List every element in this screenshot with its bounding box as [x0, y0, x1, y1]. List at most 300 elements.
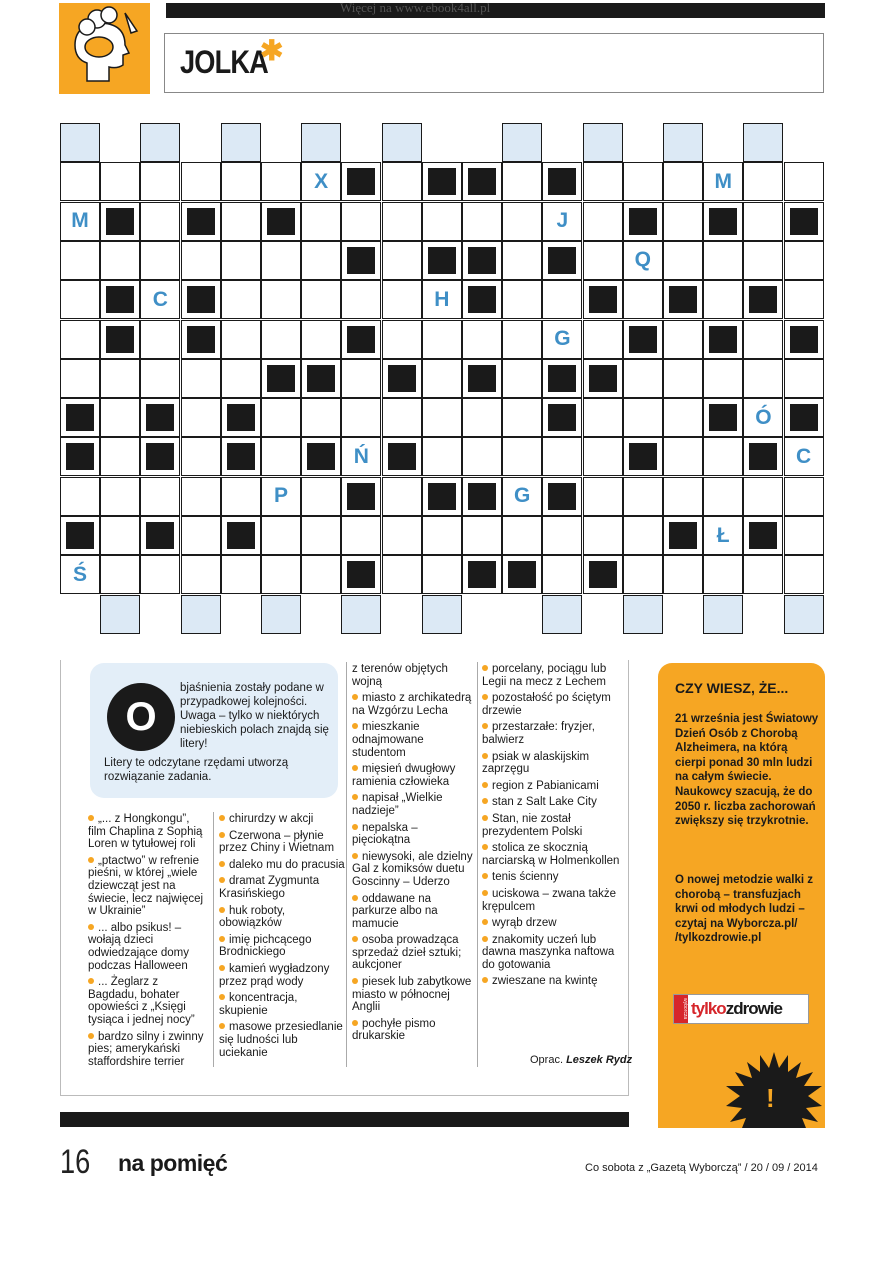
clue-text: zwieszane na kwintę [492, 975, 598, 988]
intro-text-bottom: Litery te odczytane rzędami utworzą rozwiązanie zadania. [104, 757, 289, 783]
black-cell[interactable] [140, 437, 180, 476]
grid-cell[interactable] [140, 241, 180, 280]
bullet-icon [352, 723, 358, 729]
clue-item [219, 875, 345, 900]
blue-cell-bottom[interactable] [341, 595, 381, 634]
grid-cell[interactable] [784, 555, 824, 594]
bullet-icon [219, 815, 225, 821]
grid-cell[interactable] [583, 398, 623, 437]
bullet-icon [352, 794, 358, 800]
bullet-icon [352, 824, 358, 830]
grid-cell[interactable] [341, 202, 381, 241]
grid-cell[interactable] [301, 320, 341, 359]
grid-cell[interactable] [140, 162, 180, 201]
grid-cell[interactable] [623, 280, 663, 319]
bullet-icon [219, 907, 225, 913]
grid-cell[interactable] [382, 320, 422, 359]
grid-cell[interactable] [743, 162, 783, 201]
title-box-edge [823, 33, 824, 93]
grid-cell[interactable] [221, 280, 261, 319]
cell-letter: P [273, 484, 288, 508]
black-cell[interactable] [181, 202, 221, 241]
grid-cell[interactable] [261, 516, 301, 555]
black-cell[interactable] [703, 202, 743, 241]
clue-item [482, 780, 622, 793]
grid-cell[interactable] [462, 202, 502, 241]
divider [477, 662, 478, 1067]
grid-cell[interactable] [623, 477, 663, 516]
black-cell[interactable] [583, 280, 623, 319]
grid-cell[interactable] [301, 398, 341, 437]
grid-cell[interactable] [743, 202, 783, 241]
intro-text: bjaśnienia zostały podane w przypadkowej kolejności. Uwaga – tylko w niektórych niebieskich polach znajdą się litery! [180, 682, 329, 750]
black-cell[interactable] [422, 162, 462, 201]
grid-cell[interactable] [663, 162, 703, 201]
bullet-icon [219, 877, 225, 883]
grid-cell[interactable] [261, 437, 301, 476]
grid-cell[interactable] [301, 555, 341, 594]
black-cell[interactable] [542, 359, 582, 398]
bullet-icon [219, 936, 225, 942]
blue-cell-top[interactable] [502, 123, 542, 162]
bullet-icon [482, 890, 488, 896]
black-cell[interactable] [743, 280, 783, 319]
clue-text: miasto z archikatedrą na Wzgórzu Lecha [352, 692, 472, 717]
grid-cell[interactable] [181, 516, 221, 555]
grid-cell[interactable] [502, 359, 542, 398]
grid-cell[interactable] [583, 162, 623, 201]
grid-cell[interactable] [663, 359, 703, 398]
black-cell[interactable] [462, 280, 502, 319]
grid-cell[interactable] [100, 398, 140, 437]
grid-cell[interactable] [583, 477, 623, 516]
grid-cell[interactable] [100, 555, 140, 594]
black-cell[interactable] [623, 320, 663, 359]
black-cell[interactable] [784, 398, 824, 437]
blue-cell-bottom[interactable] [181, 595, 221, 634]
bullet-icon [88, 815, 94, 821]
black-cell[interactable] [623, 202, 663, 241]
grid-cell[interactable] [623, 359, 663, 398]
bullet-icon [352, 853, 358, 859]
grid-cell[interactable] [502, 280, 542, 319]
blue-cell-top[interactable] [140, 123, 180, 162]
black-cell[interactable] [422, 241, 462, 280]
clue-item [219, 830, 345, 855]
grid-cell[interactable] [462, 437, 502, 476]
grid-cell[interactable] [462, 320, 502, 359]
grid-cell[interactable] [502, 516, 542, 555]
tylkozdrowie-logo[interactable] [673, 994, 809, 1024]
black-cell[interactable] [221, 516, 261, 555]
black-cell[interactable] [462, 555, 502, 594]
grid-cell[interactable] [703, 241, 743, 280]
grid-cell[interactable] [221, 202, 261, 241]
clue-text: stan z Salt Lake City [492, 796, 597, 809]
grid-cell[interactable] [140, 202, 180, 241]
grid-cell[interactable] [623, 516, 663, 555]
grid-cell[interactable] [60, 280, 100, 319]
grid-cell[interactable] [181, 477, 221, 516]
black-cell[interactable] [60, 516, 100, 555]
grid-cell[interactable] [663, 320, 703, 359]
grid-cell[interactable] [221, 477, 261, 516]
letter-cell[interactable] [301, 162, 341, 201]
grid-cell[interactable] [663, 202, 703, 241]
blue-cell-top[interactable] [60, 123, 100, 162]
grid-cell[interactable] [382, 555, 422, 594]
black-cell[interactable] [341, 162, 381, 201]
grid-cell[interactable] [583, 320, 623, 359]
grid-cell[interactable] [743, 477, 783, 516]
grid-cell[interactable] [784, 162, 824, 201]
grid-cell[interactable] [502, 162, 542, 201]
clue-text: nepalska – pięciokątna [352, 821, 418, 847]
grid-cell[interactable] [261, 320, 301, 359]
black-cell[interactable] [743, 516, 783, 555]
grid-cell[interactable] [221, 241, 261, 280]
black-cell[interactable] [462, 241, 502, 280]
black-cell[interactable] [583, 555, 623, 594]
grid-cell[interactable] [181, 162, 221, 201]
grid-cell[interactable] [663, 477, 703, 516]
black-cell[interactable] [100, 280, 140, 319]
grid-cell[interactable] [100, 359, 140, 398]
black-cell[interactable] [221, 398, 261, 437]
black-cell[interactable] [341, 555, 381, 594]
grid-cell[interactable] [583, 241, 623, 280]
clue-item [352, 721, 476, 759]
grid-cell[interactable] [60, 241, 100, 280]
grid-cell[interactable] [703, 555, 743, 594]
letter-cell[interactable] [542, 320, 582, 359]
letter-cell[interactable] [542, 202, 582, 241]
black-cell[interactable] [100, 320, 140, 359]
blue-cell-bottom[interactable] [703, 595, 743, 634]
grid-cell[interactable] [743, 241, 783, 280]
clue-item [219, 905, 345, 930]
clue-item [219, 1021, 345, 1059]
grid-cell[interactable] [382, 202, 422, 241]
grid-cell[interactable] [502, 437, 542, 476]
black-cell[interactable] [743, 437, 783, 476]
bullet-icon [482, 873, 488, 879]
black-cell[interactable] [341, 241, 381, 280]
grid-cell[interactable] [623, 162, 663, 201]
grid-cell[interactable] [502, 202, 542, 241]
black-cell[interactable] [181, 320, 221, 359]
clue-text: huk roboty, obowiązków [219, 904, 286, 930]
black-cell[interactable] [462, 359, 502, 398]
black-cell[interactable] [261, 202, 301, 241]
black-cell[interactable] [60, 398, 100, 437]
cell-letter: Ś [72, 562, 87, 586]
grid-cell[interactable] [261, 398, 301, 437]
grid-cell[interactable] [181, 359, 221, 398]
clue-text: niewysoki, ale dzielny Gal z komiksów duetu Goscinny – Uderzo [352, 850, 473, 888]
grid-cell[interactable] [663, 437, 703, 476]
grid-cell[interactable] [422, 555, 462, 594]
grid-cell[interactable] [583, 202, 623, 241]
blue-cell-bottom[interactable] [784, 595, 824, 634]
grid-cell[interactable] [140, 359, 180, 398]
grid-cell[interactable] [100, 162, 140, 201]
bullet-icon [219, 1023, 225, 1029]
grid-cell[interactable] [341, 280, 381, 319]
clue-text: dramat Zygmunta Krasińskiego [219, 875, 320, 900]
sidebar-link-text[interactable]: O nowej metodzie walki z chorobą – transfuzjach krwi od młodych ludzi – czytaj na Wyborcza.pl/ /tylkozdrowie.pl [675, 874, 814, 945]
letter-cell[interactable] [341, 437, 381, 476]
bullet-icon [482, 919, 488, 925]
black-cell[interactable] [301, 359, 341, 398]
grid-cell[interactable] [663, 555, 703, 594]
bullet-icon [352, 694, 358, 700]
blue-cell-top[interactable] [583, 123, 623, 162]
black-cell[interactable] [100, 202, 140, 241]
grid-cell[interactable] [784, 477, 824, 516]
grid-cell[interactable] [60, 162, 100, 201]
black-cell[interactable] [341, 320, 381, 359]
grid-cell[interactable] [422, 359, 462, 398]
watermark: Więcej na www.ebook4all.pl [340, 0, 491, 15]
black-cell[interactable] [703, 398, 743, 437]
bullet-icon [219, 994, 225, 1000]
black-cell[interactable] [703, 320, 743, 359]
letter-cell[interactable] [140, 280, 180, 319]
clue-item [482, 796, 622, 809]
grid-cell[interactable] [382, 398, 422, 437]
grid-cell[interactable] [382, 280, 422, 319]
clue-text: znakomity uczeń lub dawna maszynka naftowa do gotowania [482, 933, 615, 971]
clue-item [219, 992, 345, 1017]
clue-item [352, 763, 476, 788]
black-cell[interactable] [301, 437, 341, 476]
blue-cell-top[interactable] [301, 123, 341, 162]
grid-cell[interactable] [181, 555, 221, 594]
brain-logo-icon [59, 3, 150, 94]
exclamation-icon: ! [766, 1083, 775, 1113]
grid-cell[interactable] [422, 202, 462, 241]
clue-item [482, 888, 622, 913]
black-cell[interactable] [140, 516, 180, 555]
blue-cell-bottom[interactable] [542, 595, 582, 634]
top-bar [166, 3, 825, 18]
black-cell[interactable] [663, 516, 703, 555]
grid-cell[interactable] [663, 398, 703, 437]
bullet-icon [482, 798, 488, 804]
grid-cell[interactable] [382, 162, 422, 201]
black-cell[interactable] [502, 555, 542, 594]
grid-cell[interactable] [502, 398, 542, 437]
black-cell[interactable] [422, 477, 462, 516]
grid-cell[interactable] [341, 516, 381, 555]
grid-cell[interactable] [663, 241, 703, 280]
grid-cell[interactable] [60, 359, 100, 398]
blue-cell-top[interactable] [663, 123, 703, 162]
clue-item [482, 813, 622, 838]
blue-cell-bottom[interactable] [422, 595, 462, 634]
clue-item [352, 692, 476, 717]
grid-cell[interactable] [422, 516, 462, 555]
black-cell[interactable] [221, 437, 261, 476]
grid-cell[interactable] [140, 320, 180, 359]
grid-cell[interactable] [60, 477, 100, 516]
black-cell[interactable] [542, 398, 582, 437]
grid-cell[interactable] [462, 398, 502, 437]
bullet-icon [352, 936, 358, 942]
black-cell[interactable] [623, 437, 663, 476]
letter-cell[interactable] [261, 477, 301, 516]
grid-cell[interactable] [542, 516, 582, 555]
letter-cell[interactable] [784, 437, 824, 476]
bullet-icon [482, 723, 488, 729]
grid-cell[interactable] [703, 477, 743, 516]
grid-cell[interactable] [623, 555, 663, 594]
grid-cell[interactable] [784, 359, 824, 398]
black-cell[interactable] [462, 162, 502, 201]
grid-cell[interactable] [140, 555, 180, 594]
grid-cell[interactable] [583, 516, 623, 555]
grid-cell[interactable] [301, 241, 341, 280]
brand-part-b: zdrowie [725, 999, 782, 1018]
black-cell[interactable] [382, 359, 422, 398]
cell-letter: C [796, 444, 812, 468]
cell-letter: Ń [353, 444, 369, 468]
grid-cell[interactable] [261, 555, 301, 594]
brand-part-a: tylko [691, 999, 726, 1018]
bullet-icon [482, 782, 488, 788]
black-cell[interactable] [341, 477, 381, 516]
grid-cell[interactable] [623, 398, 663, 437]
clue-item [219, 813, 345, 826]
grid-cell[interactable] [301, 477, 341, 516]
grid-cell[interactable] [743, 555, 783, 594]
grid-cell[interactable] [743, 359, 783, 398]
bullet-icon [219, 861, 225, 867]
grid-cell[interactable] [542, 437, 582, 476]
letter-cell[interactable] [60, 202, 100, 241]
black-cell[interactable] [261, 359, 301, 398]
grid-cell[interactable] [181, 398, 221, 437]
cell-letter: Ó [755, 405, 772, 429]
clue-text: napisał „Wielkie nadzieje” [352, 792, 443, 817]
grid-cell[interactable] [181, 437, 221, 476]
black-cell[interactable] [663, 280, 703, 319]
letter-cell[interactable] [703, 516, 743, 555]
clue-text: stolica ze skocznią narciarską w Holmenkollen [482, 842, 620, 867]
grid-cell[interactable] [341, 398, 381, 437]
blue-cell-bottom[interactable] [100, 595, 140, 634]
black-cell[interactable] [583, 359, 623, 398]
grid-cell[interactable] [382, 516, 422, 555]
blue-cell-bottom[interactable] [623, 595, 663, 634]
grid-cell[interactable] [784, 241, 824, 280]
black-cell[interactable] [140, 398, 180, 437]
grid-cell[interactable] [784, 280, 824, 319]
grid-cell[interactable] [261, 280, 301, 319]
blue-cell-top[interactable] [382, 123, 422, 162]
grid-cell[interactable] [703, 359, 743, 398]
bullet-icon [482, 844, 488, 850]
grid-cell[interactable] [703, 280, 743, 319]
grid-cell[interactable] [221, 359, 261, 398]
blue-cell-bottom[interactable] [261, 595, 301, 634]
black-cell[interactable] [784, 320, 824, 359]
clue-column-1 [88, 813, 210, 1072]
clue-item [352, 663, 476, 688]
black-cell[interactable] [60, 437, 100, 476]
grid-cell[interactable] [301, 516, 341, 555]
grid-cell[interactable] [422, 398, 462, 437]
grid-cell[interactable] [100, 516, 140, 555]
blue-cell-top[interactable] [221, 123, 261, 162]
grid-cell[interactable] [382, 477, 422, 516]
bullet-icon [219, 965, 225, 971]
black-cell[interactable] [542, 241, 582, 280]
grid-cell[interactable] [221, 555, 261, 594]
grid-cell[interactable] [140, 477, 180, 516]
grid-cell[interactable] [703, 437, 743, 476]
black-cell[interactable] [542, 477, 582, 516]
grid-cell[interactable] [261, 162, 301, 201]
clue-item [482, 692, 622, 717]
grid-cell[interactable] [221, 320, 261, 359]
grid-cell[interactable] [181, 241, 221, 280]
clue-item [482, 842, 622, 867]
grid-cell[interactable] [784, 516, 824, 555]
grid-cell[interactable] [341, 359, 381, 398]
grid-cell[interactable] [542, 555, 582, 594]
grid-cell[interactable] [100, 437, 140, 476]
letter-cell[interactable] [623, 241, 663, 280]
grid-cell[interactable] [301, 280, 341, 319]
bullet-icon [352, 765, 358, 771]
grid-cell[interactable] [743, 320, 783, 359]
cell-letter: G [554, 327, 571, 350]
bullet-icon [482, 665, 488, 671]
letter-cell[interactable] [743, 398, 783, 437]
clue-text: piesek lub zabytkowe miasto w północnej Anglii [352, 976, 472, 1014]
clue-item [352, 792, 476, 817]
grid-cell[interactable] [583, 437, 623, 476]
grid-cell[interactable] [100, 241, 140, 280]
grid-cell[interactable] [261, 241, 301, 280]
grid-cell[interactable] [502, 241, 542, 280]
black-cell[interactable] [462, 477, 502, 516]
clue-text: mieszkanie odnajmowane studentom [352, 721, 424, 759]
grid-cell[interactable] [462, 516, 502, 555]
letter-cell[interactable] [703, 162, 743, 201]
grid-cell[interactable] [542, 280, 582, 319]
blue-cell-top[interactable] [743, 123, 783, 162]
black-cell[interactable] [382, 437, 422, 476]
grid-cell[interactable] [60, 320, 100, 359]
letter-cell[interactable] [422, 280, 462, 319]
grid-cell[interactable] [422, 320, 462, 359]
letter-cell[interactable] [502, 477, 542, 516]
grid-cell[interactable] [100, 477, 140, 516]
black-cell[interactable] [784, 202, 824, 241]
letter-cell[interactable] [60, 555, 100, 594]
black-cell[interactable] [542, 162, 582, 201]
grid-cell[interactable] [502, 320, 542, 359]
clue-item [88, 976, 210, 1026]
grid-cell[interactable] [221, 162, 261, 201]
grid-cell[interactable] [301, 202, 341, 241]
black-cell[interactable] [181, 280, 221, 319]
grid-cell[interactable] [382, 241, 422, 280]
grid-cell[interactable] [422, 437, 462, 476]
